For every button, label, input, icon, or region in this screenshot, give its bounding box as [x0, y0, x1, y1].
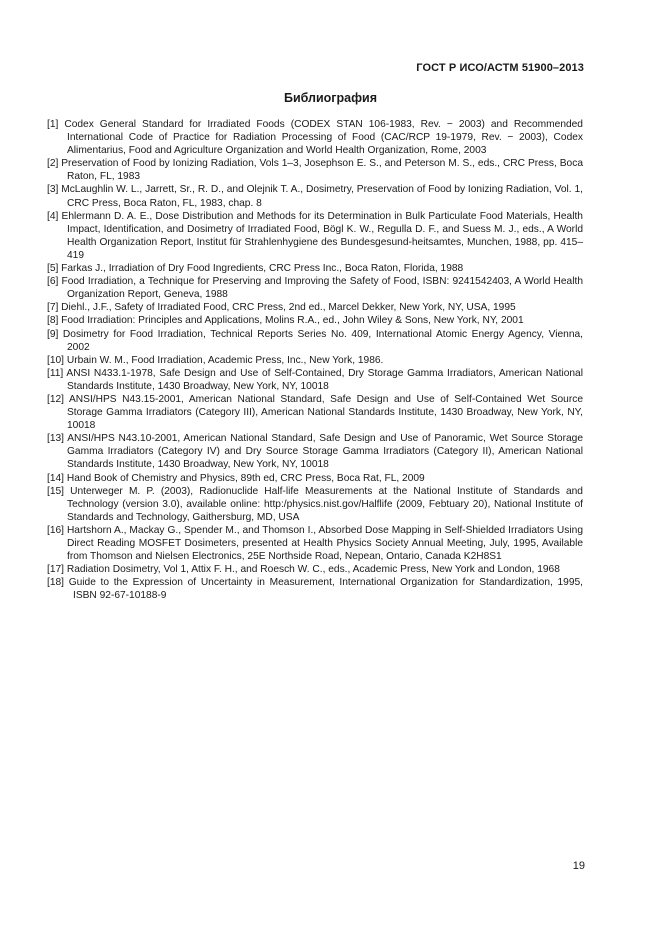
reference-number: [9] — [47, 328, 59, 340]
reference-item — [47, 432, 583, 471]
reference-text: ANSI/HPS N43.15-2001, American National Standard, Safe Design and Use of Self-Contained Wet Source Storage Gamma Irradiators (Category III), American National Standards Institute, 1430 Broadway, New York, NY, 10018 — [67, 393, 583, 432]
reference-number: [4] — [47, 210, 59, 222]
reference-text: Food Irradiation: Principles and Applications, Molins R.A., ed., John Wiley & Sons, New York, NY, 2001 — [61, 315, 524, 327]
reference-text: ANSI/HPS N43.10-2001, American National Standard, Safe Design and Use of Panoramic, Wet Source Storage Gamma Irradiators (Category IV) and Dry Source Storage Gamma Irradiators (Category II), American National Standards Institute, 1430 Broadway, New York, NY, 10018 — [67, 433, 583, 471]
reference-text: Preservation of Food by Ionizing Radiation, Vols 1–3, Josephson E. S., and Peterson M. S., eds., CRC Press, Boca Raton, FL, 1983 — [61, 158, 583, 183]
reference-text: ANSI N433.1-1978, Safe Design and Use of Self-Contained, Dry Storage Gamma Irradiators, American National Standards Institute, 1430 Broadway, New York, NY, 10018 — [66, 367, 583, 392]
reference-number: [13] — [47, 433, 64, 445]
reference-text: Guide to the Expression of Uncertainty in Measurement, International Organization for Standardization, 1995, ISBN 92-67-10188-9 — [68, 577, 583, 602]
reference-item — [47, 367, 583, 393]
reference-text: Radiation Dosimetry, Vol 1, Attix F. H., and Roesch W. C., eds., Academic Press, New York and London, 1968 — [66, 564, 560, 576]
reference-number: [8] — [47, 315, 59, 327]
reference-text: Diehl., J.F., Safety of Irradiated Food, CRC Press, 2nd ed., Marcel Dekker, New York, NY, USA, 1995 — [61, 302, 516, 314]
reference-item — [47, 563, 583, 576]
reference-item — [47, 472, 583, 485]
reference-item — [47, 485, 583, 524]
reference-number: [3] — [47, 184, 59, 196]
reference-number: [12] — [47, 393, 64, 405]
reference-item — [47, 354, 583, 367]
reference-text: Farkas J., Irradiation of Dry Food Ingredients, CRC Press Inc., Boca Raton, Florida, 1988 — [61, 263, 464, 275]
reference-text: McLaughlin W. L., Jarrett, Sr., R. D., and Olejnik T. A., Dosimetry, Preservation of Food by Ionizing Radiation, Vol. 1, CRC Press, Boca Raton, FL, 1983, chap. 8 — [61, 184, 583, 209]
reference-text: Codex General Standard for Irradiated Foods (CODEX STAN 106-1983, Rev. − 2003) and Recommended International Code of Practice for Radiation Processing of Food (CAC/RCP 19-1979, Rev. − 2003), Codex Alimentarius, Food and Agriculture Organization and World Health Organization, Rome, 2003 — [64, 119, 583, 157]
bibliography-list — [47, 118, 583, 602]
reference-item — [47, 183, 583, 209]
page-title: Библиография — [283, 91, 378, 105]
reference-item — [47, 118, 583, 157]
reference-text: Food Irradiation, a Technique for Preserving and Improving the Safety of Food, ISBN: 9241542403, A World Health Organization Report, Geneva, 1988 — [61, 276, 583, 301]
reference-item — [47, 262, 583, 275]
reference-number: [16] — [47, 524, 64, 536]
reference-number: [18] — [47, 577, 64, 589]
reference-text: Hand Book of Chemistry and Physics, 89th ed, CRC Press, Boca Rat, FL, 2009 — [66, 472, 425, 484]
reference-item — [47, 393, 583, 432]
reference-text: Ehlermann D. A. E., Dose Distribution and Methods for its Determination in Bulk Particulate Food Materials, Health Impact, Identification, and Dosimetry of Irradiated Food, Bögl K. W., Regulla D. F., and Suess M. J., eds., A World Health Organization Report, Institut für Strahlenhygiene des Bundesgesund-heitsamtes, Munchen, 1988, pp. 415–419 — [61, 210, 583, 261]
reference-number: [7] — [47, 302, 59, 314]
reference-number: [10] — [47, 354, 64, 366]
reference-number: [17] — [47, 564, 64, 576]
reference-item — [47, 210, 583, 262]
reference-item — [47, 301, 583, 314]
reference-item — [47, 275, 583, 301]
reference-number: [15] — [47, 485, 64, 497]
reference-number: [5] — [47, 263, 59, 275]
reference-number: [6] — [47, 276, 59, 288]
reference-number: [14] — [47, 472, 64, 484]
reference-item — [47, 314, 583, 327]
reference-number: [2] — [47, 158, 59, 170]
reference-item — [47, 157, 583, 183]
reference-number: [11] — [47, 367, 64, 379]
page-number: 19 — [572, 860, 585, 872]
reference-number: [1] — [47, 119, 59, 130]
reference-item — [47, 524, 583, 563]
reference-text: Unterweger M. P. (2003), Radionuclide Half-life Measurements at the National Institute of Standards and Technology (version 3.0), available online: http:/physics.nist.gov/Halflife (2009, Febtuary 20), National Institute of Standards and Technology, Gaithersburg, MD, USA — [67, 485, 583, 523]
reference-text: Urbain W. M., Food Irradiation, Academic Press, Inc., New York, 1986. — [66, 354, 384, 366]
reference-text: Dosimetry for Food Irradiation, Technical Reports Series No. 409, International Atomic Energy Agency, Vienna, 2002 — [62, 328, 583, 353]
reference-item — [47, 328, 583, 354]
document-id: ГОСТ Р ИСО/АСТМ 51900–2013 — [416, 62, 584, 74]
reference-item — [47, 576, 583, 602]
reference-text: Hartshorn A., Mackay G., Spender M., and Thomson I., Absorbed Dose Mapping in Self-Shielded Irradiators Using Direct Reading MOSFET Dosimeters, presented at Health Physics Society Annual Meeting, July, 1995, Available from Thomson and Nielsen Electronics, 25E Northside Road, Nepean, Ontario, Canada K2H8S1 — [66, 524, 583, 563]
